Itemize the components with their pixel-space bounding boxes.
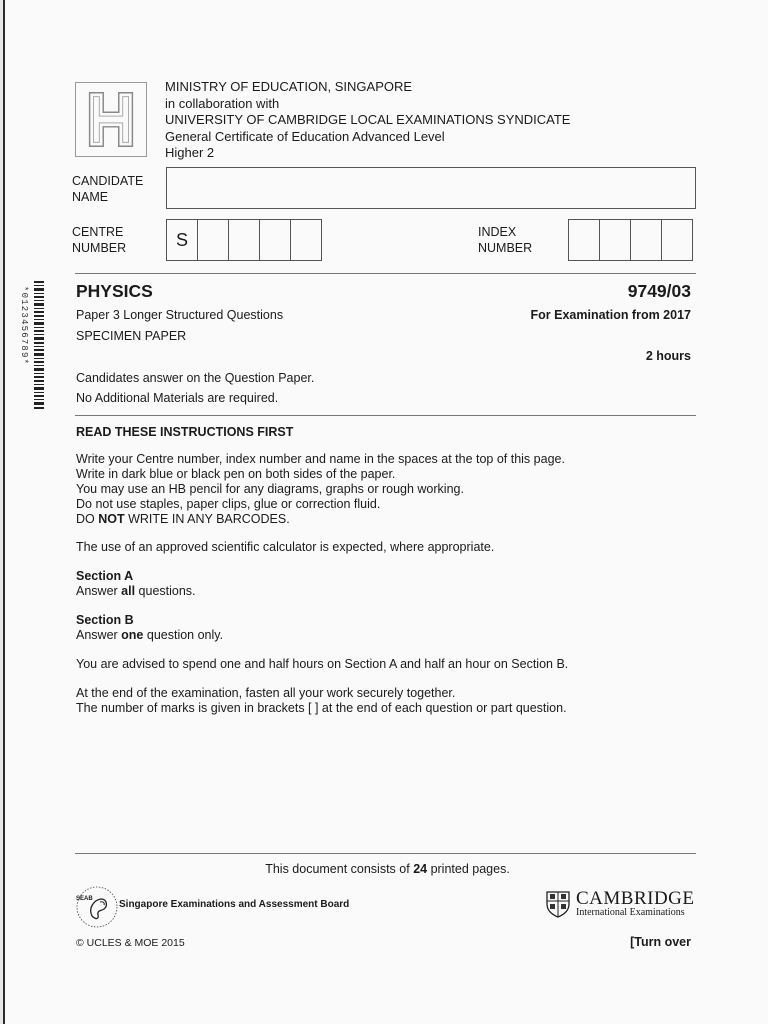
end-line-1: At the end of the examination, fasten all your work securely together. (76, 686, 456, 700)
exam-from: For Examination from 2017 (530, 308, 691, 322)
section-b-title: Section B (76, 613, 134, 627)
instruction-line-barcodes (76, 512, 696, 527)
section-a-block (76, 569, 696, 599)
instructions-heading: READ THESE INSTRUCTIONS FIRST (76, 425, 294, 439)
materials-line-1: Candidates answer on the Question Paper. (76, 371, 315, 385)
page-count-pre: This document consists of (265, 862, 414, 876)
ministry-line: MINISTRY OF EDUCATION, SINGAPORE (165, 79, 413, 94)
centre-prefix-cell: S (166, 219, 198, 261)
barcode-instruction-pre: DO (76, 512, 99, 526)
materials-line-2: No Additional Materials are required. (76, 391, 279, 405)
seab-name: Singapore Examinations and Assessment Board (119, 899, 350, 910)
paper-description: Paper 3 Longer Structured Questions (76, 308, 284, 322)
higher-level-h-logo (75, 82, 147, 157)
exam-cover-page (3, 0, 768, 1024)
section-b-block (76, 613, 696, 643)
centre-number-field[interactable] (166, 219, 322, 261)
syllabus-code: 9749/03 (627, 281, 691, 301)
divider (75, 273, 696, 274)
certificate-line: General Certificate of Education Advanced Level (165, 128, 445, 144)
end-line-2: The number of marks is given in brackets [ ] at the end of each question or part question. (76, 701, 567, 715)
index-number-label (478, 224, 532, 256)
collaboration-line: in collaboration with (165, 95, 280, 111)
section-b-post: question only. (143, 628, 224, 642)
index-digit-cell[interactable] (630, 219, 662, 261)
turn-over: [Turn over (630, 935, 691, 949)
instruction-line: Do not use staples, paper clips, glue or correction fluid. (76, 497, 381, 511)
index-digit-cell[interactable] (599, 219, 631, 261)
centre-number-label (72, 224, 126, 256)
duration: 2 hours (645, 349, 691, 363)
cambridge-crest-icon (545, 890, 571, 918)
centre-label-line-2: NUMBER (72, 241, 127, 255)
section-b-pre: Answer (76, 628, 122, 642)
syndicate-line: UNIVERSITY OF CAMBRIDGE LOCAL EXAMINATIONS SYNDICATE (165, 112, 571, 127)
section-b-bold: one (121, 628, 144, 642)
cambridge-wordmark: CAMBRIDGE (576, 888, 695, 909)
calculator-instruction: The use of an approved scientific calculator is expected, where appropriate. (76, 540, 495, 554)
copyright: © UCLES & MOE 2015 (76, 937, 185, 949)
section-b-text (76, 628, 696, 643)
barcode-instruction-bold: NOT (98, 512, 125, 526)
seab-logo (74, 884, 120, 930)
centre-digit-cell[interactable] (228, 219, 260, 261)
section-a-title: Section A (76, 569, 134, 583)
page-count-number: 24 (413, 862, 428, 876)
section-a-bold: all (121, 584, 136, 598)
candidate-label-line-1: CANDIDATE (72, 174, 144, 188)
page-count-post: printed pages. (427, 862, 510, 876)
section-a-pre: Answer (76, 584, 122, 598)
instruction-line: Write your Centre number, index number and name in the spaces at the top of this page. (76, 452, 565, 466)
candidate-label-line-2: NAME (72, 190, 109, 204)
instruction-line: You may use an HB pencil for any diagrams, graphs or rough working. (76, 482, 464, 496)
end-instructions (76, 686, 696, 716)
index-label-line-2: NUMBER (478, 241, 533, 255)
centre-digit-cell[interactable] (290, 219, 322, 261)
cambridge-subtitle: International Examinations (576, 907, 685, 918)
subject-title: PHYSICS (76, 281, 153, 301)
header-block (165, 79, 570, 162)
candidate-name-field[interactable] (166, 167, 696, 209)
section-a-post: questions. (135, 584, 196, 598)
centre-digit-cell[interactable] (259, 219, 291, 261)
index-digit-cell[interactable] (568, 219, 600, 261)
footer-divider (75, 853, 696, 854)
centre-digit-cell[interactable] (197, 219, 229, 261)
index-digit-cell[interactable] (661, 219, 693, 261)
candidate-name-label (72, 173, 143, 205)
specimen-label: SPECIMEN PAPER (76, 329, 187, 343)
barcode-instruction-post: WRITE IN ANY BARCODES. (124, 512, 290, 526)
page-count (5, 861, 768, 877)
index-number-field[interactable] (568, 219, 693, 261)
instruction-line: Write in dark blue or black pen on both sides of the paper. (76, 467, 396, 481)
centre-label-line-1: CENTRE (72, 225, 124, 239)
divider (75, 415, 696, 416)
section-a-text (76, 584, 696, 599)
time-advice: You are advised to spend one and half hours on Section A and half an hour on Section B. (76, 657, 569, 671)
level-line: Higher 2 (165, 145, 215, 160)
index-label-line-1: INDEX (478, 225, 517, 239)
instructions-list (76, 452, 696, 527)
seab-logo-text: SEAB (76, 896, 93, 902)
barcode-digits: *0123456789* (19, 286, 29, 366)
